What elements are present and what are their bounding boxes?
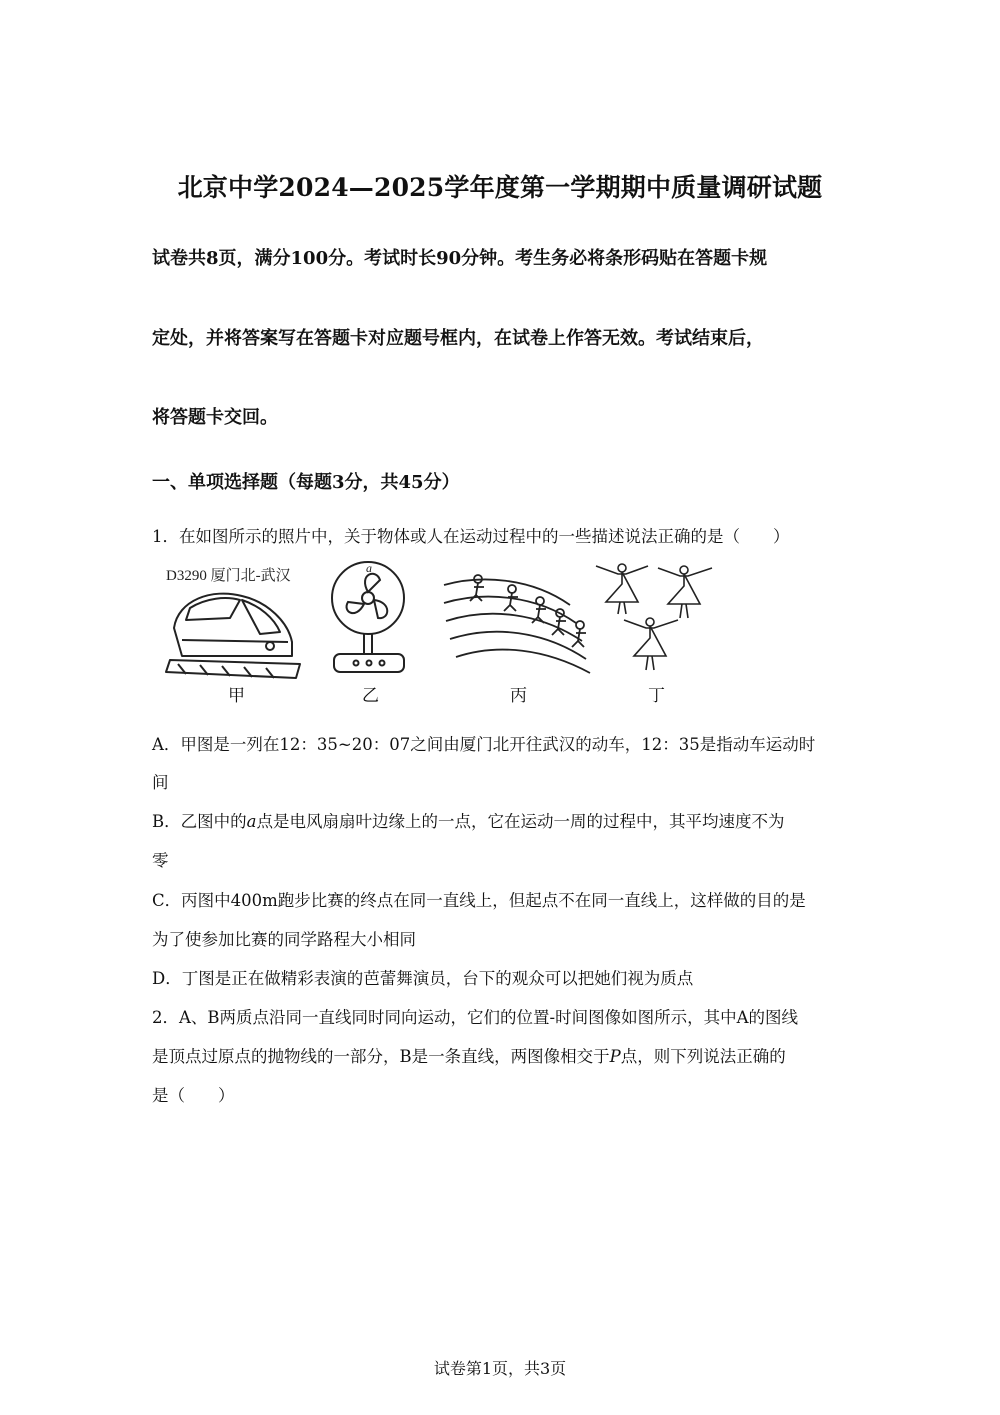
fan-point-label: a bbox=[366, 561, 372, 575]
option-c-line-2: 为了使参加比赛的同学路程大小相同 bbox=[152, 930, 416, 949]
question-1-stem: 1．在如图所示的照片中，关于物体或人在运动过程中的一些描述说法正确的是（ ） bbox=[152, 527, 790, 546]
figure-running-track-illustration bbox=[440, 565, 600, 675]
question-2-line-1: 2．A、B两质点沿同一直线同时同向运动，它们的位置-时间图像如图所示，其中A的图线 bbox=[152, 1008, 799, 1027]
figure-label-jia: 甲 bbox=[228, 686, 245, 706]
figure-fan-illustration bbox=[328, 558, 412, 678]
figure-label-ding: 丁 bbox=[648, 686, 665, 706]
exam-title: 北京中学2024—2025学年度第一学期期中质量调研试题 bbox=[177, 173, 823, 202]
option-b-line-2: 零 bbox=[152, 851, 169, 870]
option-d-line-1: D．丁图是正在做精彩表演的芭蕾舞演员，台下的观众可以把她们视为质点 bbox=[152, 969, 694, 988]
section-heading-single-choice: 一、单项选择题（每题3分，共45分） bbox=[152, 472, 460, 493]
option-a-line-2: 间 bbox=[152, 773, 169, 792]
question-2-line-3: 是（ ） bbox=[152, 1086, 235, 1105]
question-2-line-2-suffix: 点，则下列说法正确的 bbox=[620, 1047, 786, 1066]
option-b-suffix: 点是电风扇扇叶边缘上的一点，它在运动一周的过程中，其平均速度不为 bbox=[256, 812, 785, 831]
option-b-line-1 bbox=[152, 808, 784, 832]
question-2-line-2 bbox=[152, 1043, 786, 1067]
question-2-point-variable: P bbox=[609, 1047, 621, 1066]
option-b-variable: a bbox=[246, 812, 257, 831]
option-b-prefix: B．乙图中的 bbox=[152, 812, 247, 831]
question-2-line-2-prefix: 是顶点过原点的抛物线的一部分，B是一条直线，两图像相交于 bbox=[152, 1047, 610, 1066]
figure-label-bing: 丙 bbox=[510, 686, 527, 706]
figure-label-yi: 乙 bbox=[362, 686, 379, 706]
option-a-line-1: A．甲图是一列在12：35~20：07之间由厦门北开往武汉的动车，12：35是指动车运动时 bbox=[152, 735, 816, 754]
train-caption: D3290 厦门北-武汉 bbox=[166, 568, 291, 584]
exam-notice-line-3: 将答题卡交回。 bbox=[152, 407, 278, 428]
exam-notice-line-2: 定处，并将答案写在答题卡对应题号框内，在试卷上作答无效。考试结束后， bbox=[152, 328, 764, 349]
figure-ballet-dancers-illustration bbox=[592, 556, 722, 678]
page-footer: 试卷第1页，共3页 bbox=[433, 1359, 567, 1378]
exam-notice-line-1: 试卷共8页，满分100分。考试时长90分钟。考生务必将条形码贴在答题卡规 bbox=[152, 248, 768, 269]
figure-train-illustration bbox=[160, 560, 310, 685]
option-c-line-1: C．丙图中400m跑步比赛的终点在同一直线上，但起点不在同一直线上，这样做的目的是 bbox=[152, 891, 806, 910]
